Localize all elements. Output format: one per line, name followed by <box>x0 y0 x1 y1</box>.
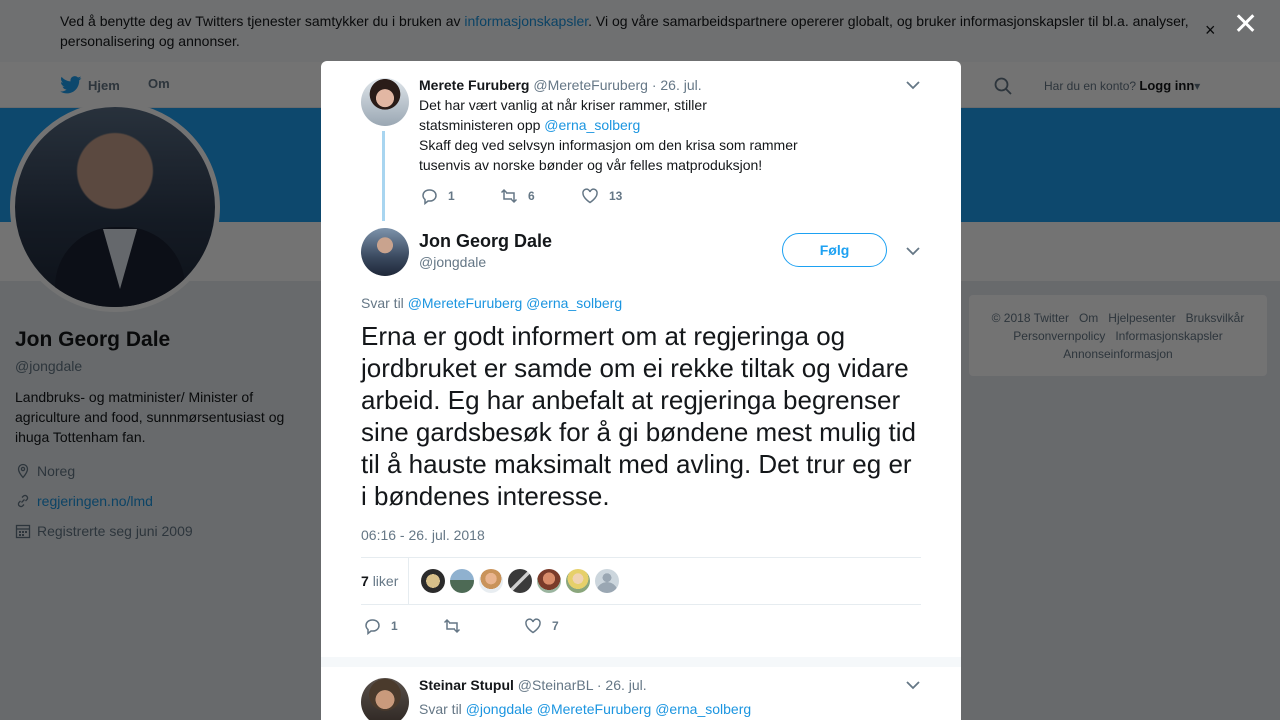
follow-button[interactable]: Følg <box>782 233 887 267</box>
likes-summary[interactable] <box>361 573 398 589</box>
reply-icon <box>363 617 381 635</box>
avatar[interactable] <box>361 78 409 126</box>
retweet-icon <box>500 187 518 205</box>
retweet-count: 6 <box>528 189 535 203</box>
liker-avatars <box>421 569 619 593</box>
avatar[interactable] <box>450 569 474 593</box>
like-count: 7 <box>552 619 559 633</box>
reply-to-label: Svar til <box>361 295 404 311</box>
chevron-down-icon[interactable] <box>906 680 920 690</box>
avatar[interactable] <box>361 228 409 276</box>
reply-tweet-header <box>419 677 647 693</box>
parent-tweet-handle[interactable]: @MereteFuruberg <box>533 77 648 93</box>
heart-icon <box>581 187 599 205</box>
like-button[interactable] <box>581 187 622 205</box>
reply-count: 1 <box>391 619 398 633</box>
avatar[interactable] <box>595 569 619 593</box>
reply-button[interactable] <box>420 187 455 205</box>
thread-line <box>382 131 385 221</box>
chevron-down-icon[interactable] <box>906 246 920 256</box>
parent-tweet-line: Det har vært vanlig at når kriser rammer, stiller <box>419 97 707 113</box>
reply-icon <box>420 187 438 205</box>
reply-button[interactable] <box>363 617 398 635</box>
parent-tweet-header <box>419 77 702 93</box>
stats-divider <box>408 558 409 604</box>
parent-tweet-name[interactable]: Merete Furuberg <box>419 77 530 93</box>
main-tweet-text: Erna er godt informert om at regjeringa og jordbruket er samde om ei rekke tiltak og vidare arbeid. Eg har anbefalt at regjeringa begrenser sine gardsbesøk for å gi bøndene mest mulig tid til å hauste maksimalt med avling. Det trur eg er i bøndenes interesse. <box>361 321 916 511</box>
reply-to-line <box>361 295 622 311</box>
chevron-down-icon[interactable] <box>906 80 920 90</box>
tweet-stats <box>361 557 921 605</box>
reply-separator <box>321 657 961 667</box>
avatar[interactable] <box>566 569 590 593</box>
mention-link[interactable]: @MereteFuruberg <box>407 295 523 311</box>
retweet-button[interactable] <box>500 187 535 205</box>
likes-count-label: liker <box>372 573 399 589</box>
reply-to-label: Svar til <box>419 701 462 717</box>
parent-tweet-line: Skaff deg ved selvsyn informasjon om den krisa som rammer <box>419 137 798 153</box>
retweet-icon <box>443 617 461 635</box>
reply-tweet-handle[interactable]: @SteinarBL <box>517 677 593 693</box>
parent-tweet-line: statsministeren opp <box>419 117 541 133</box>
like-button[interactable] <box>524 617 559 635</box>
likes-count-number: 7 <box>361 573 369 589</box>
avatar[interactable] <box>361 678 409 720</box>
close-icon[interactable]: ✕ <box>1233 8 1259 41</box>
avatar[interactable] <box>508 569 532 593</box>
retweet-button[interactable] <box>443 617 461 635</box>
reply-tweet-reply-to <box>419 701 751 717</box>
parent-tweet-date[interactable]: · 26. jul. <box>651 77 702 93</box>
reply-tweet-name[interactable]: Steinar Stupul <box>419 677 514 693</box>
tweet-modal <box>321 61 961 720</box>
main-tweet-name[interactable]: Jon Georg Dale <box>419 231 553 251</box>
like-count: 13 <box>609 189 623 203</box>
heart-icon <box>524 617 542 635</box>
avatar[interactable] <box>421 569 445 593</box>
reply-count: 1 <box>448 189 455 203</box>
tweet-timestamp[interactable]: 06:16 - 26. jul. 2018 <box>361 527 485 543</box>
avatar[interactable] <box>479 569 503 593</box>
mention-link[interactable]: @erna_solberg <box>544 117 641 133</box>
mention-link[interactable]: @erna_solberg <box>526 295 623 311</box>
avatar[interactable] <box>537 569 561 593</box>
main-tweet-handle[interactable]: @jongdale <box>419 254 487 270</box>
reply-tweet-date[interactable]: · 26. jul. <box>596 677 647 693</box>
mention-links[interactable]: @jongdale @MereteFuruberg @erna_solberg <box>465 701 752 717</box>
parent-tweet-line: tusenvis av norske bønder og vår felles matproduksjon! <box>419 157 763 173</box>
parent-tweet-text <box>419 95 839 175</box>
